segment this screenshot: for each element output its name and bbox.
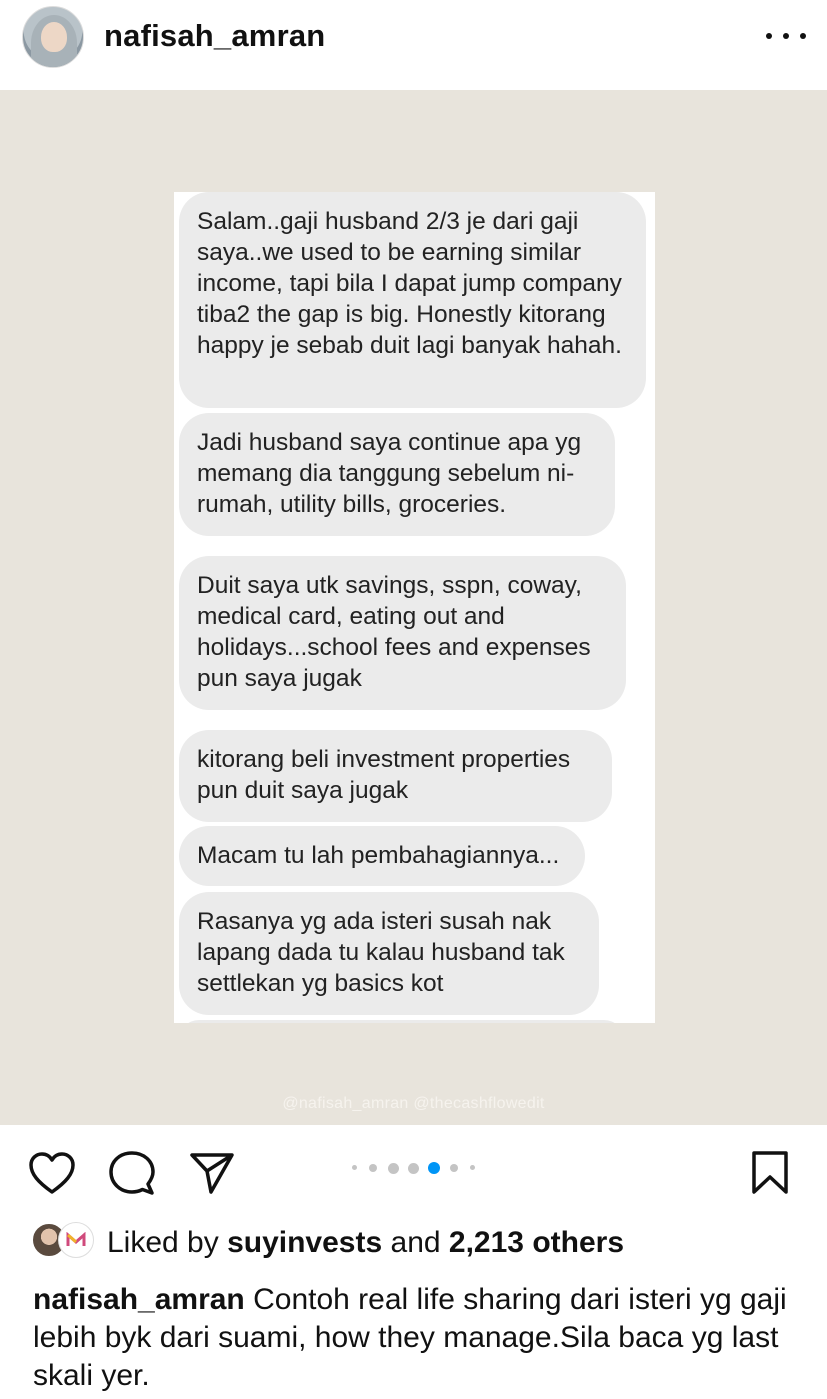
carousel-dot [470,1165,475,1170]
message-bubble: Duit saya utk savings, sspn, coway, medical card, eating out and holidays...school fees and expenses pun saya jugak [179,556,626,710]
caption-username[interactable]: nafisah_amran [33,1283,245,1316]
comment-icon[interactable] [107,1148,157,1198]
likes-count[interactable]: 2,213 others [448,1226,624,1259]
likes-summary[interactable] [107,1226,624,1260]
post-watermark: @nafisah_amran @thecashflowedit [282,1095,545,1112]
more-options-icon[interactable] [766,18,806,54]
send-icon[interactable] [187,1148,237,1198]
post-caption [33,1281,803,1395]
liker-avatar[interactable] [58,1222,94,1258]
profile-avatar[interactable] [22,6,84,68]
chat-screenshot [174,192,655,1023]
message-bubble: Salam..gaji husband 2/3 je dari gaji saya..we used to be earning similar income, tapi bila I dapat jump company tiba2 the gap is big. Honestly kitorang happy je sebab duit lagi banyak hahah. [179,192,646,408]
carousel-dot-active [428,1162,440,1174]
message-bubble: Jadi husband saya continue apa yg memang dia tanggung sebelum ni- rumah, utility bills, groceries. [179,413,615,536]
likes-middle: and [382,1226,449,1259]
post-username[interactable]: nafisah_amran [104,18,326,53]
post-header [0,0,827,90]
carousel-dot [388,1163,399,1174]
message-bubble: kitorang beli investment properties pun duit saya jugak [179,730,612,822]
message-bubble: Rasanya yg ada isteri susah nak lapang dada tu kalau husband tak settlekan yg basics kot [179,892,599,1015]
carousel-dot [352,1165,357,1170]
message-bubble: Macam tu lah pembahagiannya... [179,826,585,886]
likes-prefix: Liked by [107,1226,228,1259]
caption-text: Contoh real life sharing dari isteri yg gaji lebih byk dari suami, how they manage.Sila baca yg last skali yer. [33,1283,787,1392]
carousel-dot [450,1164,458,1172]
liker-username[interactable]: suyinvests [227,1226,383,1259]
carousel-dot [369,1164,377,1172]
bookmark-icon[interactable] [745,1148,795,1198]
carousel-dot [408,1163,419,1174]
message-bubble-partial [179,1020,624,1023]
heart-icon[interactable] [27,1148,77,1198]
carousel-indicator [348,1160,478,1176]
post-image[interactable] [0,90,827,1125]
